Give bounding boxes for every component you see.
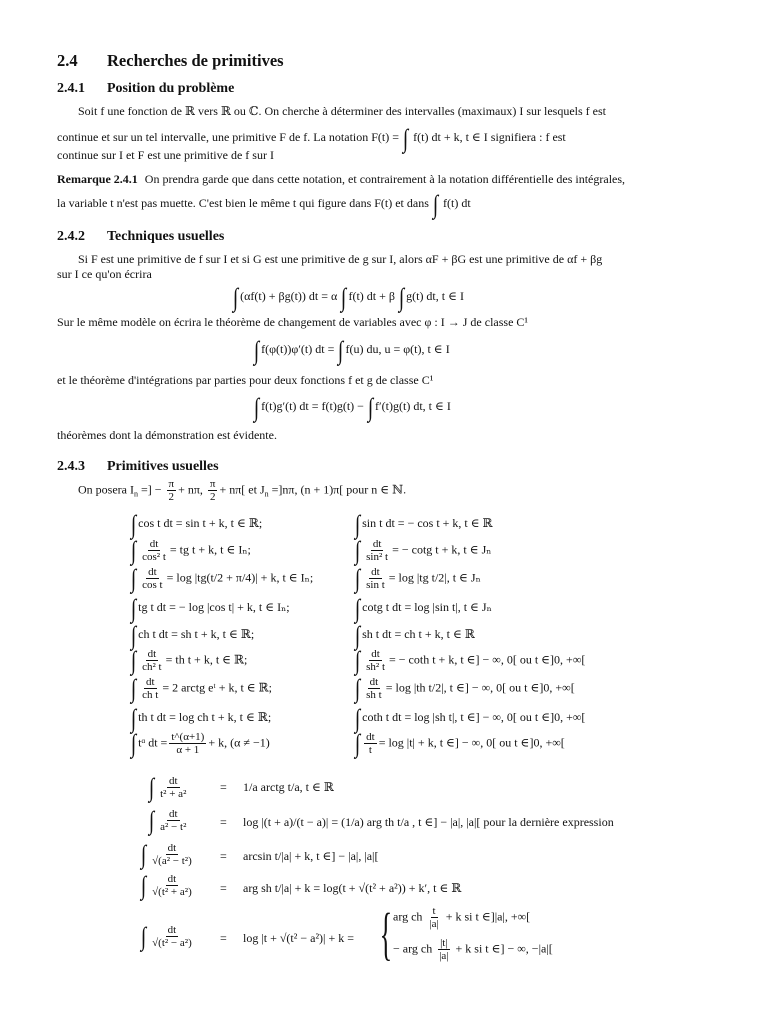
equation-integration-by-parts bbox=[253, 395, 451, 421]
formula-left-5 bbox=[130, 623, 254, 649]
integral-sign: ∫ bbox=[130, 729, 137, 759]
equation-part: f′(t)g(t) dt, t ∈ I bbox=[375, 399, 451, 413]
integral-sign: ∫ bbox=[402, 124, 409, 153]
fraction bbox=[140, 676, 160, 701]
fraction bbox=[167, 478, 177, 503]
equation-change-of-variables bbox=[253, 338, 450, 364]
formula-text: cotg t dt = log |sin t|, t ∈ Jₙ bbox=[362, 600, 492, 614]
subsection-title: Primitives usuelles bbox=[107, 459, 219, 474]
numerator: dt bbox=[167, 842, 177, 854]
fraction bbox=[169, 731, 206, 756]
denominator: sin² t bbox=[366, 551, 389, 564]
block-row-2 bbox=[148, 808, 190, 834]
formula-text: th t dt = log ch t + k, t ∈ ℝ; bbox=[138, 710, 272, 724]
subsection-title: Position du problème bbox=[107, 81, 235, 96]
subsection-number: 2.4.3 bbox=[57, 459, 85, 474]
formula-left-7 bbox=[130, 676, 272, 702]
formula-text: = − coth t + k, t ∈] − ∞, 0[ ou t ∈]0, +∞[ bbox=[389, 652, 586, 667]
integral-sign: ∫ bbox=[354, 594, 361, 623]
formula-left-8 bbox=[130, 706, 271, 732]
formula-text: + k si t ∈]|a|, +∞[ bbox=[445, 909, 531, 924]
formula-left-6 bbox=[130, 648, 247, 674]
text-run: =]nπ, (n + 1)π[ pour n ∈ ℕ. bbox=[268, 482, 407, 497]
integral-sign: ∫ bbox=[432, 190, 439, 219]
numerator: dt bbox=[369, 676, 379, 688]
formula-text: = tg t + k, t ∈ Iₙ; bbox=[169, 542, 251, 557]
block-eq: = bbox=[220, 849, 227, 863]
paragraph-line: continue sur I et F est une primitive de f sur I bbox=[57, 148, 274, 162]
text-run: la variable t n'est pas muette. C'est bien le même t qui figure dans F(t) et dans bbox=[57, 196, 429, 210]
equation-part: f(t)g′(t) dt = f(t)g(t) − bbox=[261, 399, 364, 413]
denominator: ch t bbox=[142, 689, 159, 702]
left-brace: { bbox=[379, 901, 393, 966]
section-number: 2.4 bbox=[57, 51, 78, 70]
fraction bbox=[364, 676, 384, 701]
denominator: cos t bbox=[142, 579, 163, 592]
formula-text: + k, (α ≠ −1) bbox=[208, 735, 270, 750]
fraction bbox=[364, 731, 377, 756]
block-eq: = bbox=[220, 881, 227, 895]
paragraph-line: Sur le même modèle on écrira le théorème de changement de variables avec φ : I → J de classe C¹ bbox=[57, 315, 528, 329]
text-run: =] − bbox=[137, 482, 162, 497]
numerator: π bbox=[168, 478, 175, 490]
fraction bbox=[150, 842, 194, 867]
case-1 bbox=[393, 905, 530, 930]
formula-left-9 bbox=[130, 731, 270, 757]
integral-sign: ∫ bbox=[130, 646, 137, 676]
integral-sign: ∫ bbox=[253, 393, 260, 422]
formula-right-5 bbox=[354, 623, 475, 649]
denominator: 2 bbox=[209, 491, 216, 504]
numerator: dt bbox=[167, 873, 177, 885]
numerator: π bbox=[209, 478, 216, 490]
numerator: dt bbox=[371, 648, 380, 660]
fraction bbox=[364, 648, 387, 673]
text-run: + nπ, bbox=[178, 482, 203, 497]
formula-text: = log |th t/2|, t ∈] − ∞, 0[ ou t ∈]0, +∞[ bbox=[385, 680, 575, 695]
remark bbox=[57, 172, 625, 188]
section-title: Recherches de primitives bbox=[107, 51, 284, 70]
formula-right-1 bbox=[354, 512, 493, 538]
integral-sign: ∫ bbox=[130, 621, 137, 650]
numerator: dt bbox=[147, 648, 157, 660]
formula-right-2 bbox=[354, 538, 491, 564]
fraction bbox=[208, 478, 218, 503]
numerator: |t| bbox=[440, 937, 448, 949]
formula-text: + k si t ∈] − ∞, −|a|[ bbox=[455, 941, 553, 956]
formula-text: sin t dt = − cos t + k, t ∈ ℝ bbox=[362, 516, 493, 530]
integral-sign: ∫ bbox=[130, 674, 137, 704]
formula-right-9 bbox=[354, 731, 565, 757]
formula-text: arctg t/a, t ∈ ℝ bbox=[260, 780, 334, 794]
formula-text: sh t dt = ch t + k, t ∈ ℝ bbox=[362, 627, 475, 641]
fraction bbox=[427, 905, 440, 930]
text-run: continue et sur un tel intervalle, une primitive F de f. La notation F(t) = bbox=[57, 130, 400, 144]
numerator: t^(α+1) bbox=[171, 731, 205, 743]
formula-text: arg ch bbox=[393, 909, 423, 924]
integral-sign: ∫ bbox=[140, 922, 147, 952]
denominator: sin t bbox=[366, 579, 385, 592]
denominator: α + 1 bbox=[176, 744, 200, 757]
equation-part: g(t) dt, t ∈ I bbox=[406, 289, 464, 303]
integral-sign: ∫ bbox=[341, 283, 347, 312]
fraction bbox=[158, 808, 188, 833]
formula-right-7 bbox=[354, 676, 575, 702]
numerator: dt bbox=[167, 924, 177, 936]
integral-sign: ∫ bbox=[354, 621, 361, 650]
denominator: √(t² + a²) bbox=[152, 886, 192, 899]
formula-left-1 bbox=[130, 512, 262, 538]
integral-sign: ∫ bbox=[253, 336, 260, 365]
integral-sign: ∫ bbox=[367, 393, 374, 422]
integral-sign: ∫ bbox=[354, 536, 361, 566]
formula-right-3 bbox=[354, 566, 481, 592]
integral-sign: ∫ bbox=[354, 729, 361, 759]
block-row-1 bbox=[148, 775, 190, 801]
denominator: |a| bbox=[429, 918, 439, 931]
numerator: dt bbox=[168, 808, 178, 820]
formula-text: = − cotg t + k, t ∈ Jₙ bbox=[392, 542, 492, 557]
paragraph-line: théorèmes dont la démonstration est évidente. bbox=[57, 428, 277, 442]
formula-right-8 bbox=[354, 706, 585, 732]
equation-part: f(u) du, u = φ(t), t ∈ I bbox=[345, 342, 450, 356]
integral-sign: ∫ bbox=[148, 806, 155, 836]
denominator: a² − t² bbox=[160, 821, 187, 834]
denominator: |a| bbox=[439, 950, 449, 963]
formula-left-4 bbox=[130, 596, 290, 622]
numerator: dt bbox=[168, 775, 178, 787]
block-rhs-3: arcsin t/|a| + k, t ∈] − |a|, |a|[ bbox=[243, 849, 379, 863]
integral-sign: ∫ bbox=[130, 510, 137, 539]
integral-sign: ∫ bbox=[130, 564, 137, 594]
case-2 bbox=[393, 937, 553, 962]
numerator: dt bbox=[371, 566, 380, 578]
fraction bbox=[140, 538, 168, 563]
subsection-heading-2-4-1 bbox=[57, 80, 234, 98]
numerator: t bbox=[432, 905, 436, 917]
integral-sign: ∫ bbox=[338, 336, 344, 365]
formula-right-4 bbox=[354, 596, 492, 622]
denominator: sh t bbox=[366, 689, 382, 702]
subsection-number: 2.4.2 bbox=[57, 229, 85, 244]
formula-left-3 bbox=[130, 566, 313, 592]
fraction bbox=[150, 924, 194, 949]
fraction bbox=[140, 648, 164, 673]
block-rhs-2: log |(t + a)/(t − a)| = (1/a) arg th t/a , t ∈] − |a|, |a|[ pour la dernière expression bbox=[243, 815, 614, 829]
equation-part: f(t) dt + β bbox=[348, 289, 395, 303]
numerator: dt bbox=[148, 566, 157, 578]
block-row-5 bbox=[140, 924, 196, 950]
integral-sign: ∫ bbox=[354, 564, 361, 594]
formula-text: = 2 arctg eᵗ + k, t ∈ ℝ; bbox=[162, 680, 272, 695]
formula-text: ch t dt = sh t + k, t ∈ ℝ; bbox=[138, 627, 255, 641]
integral-sign: ∫ bbox=[140, 840, 147, 870]
formula-text: = log |tg t/2|, t ∈ Jₙ bbox=[388, 570, 481, 585]
paragraph-intervals bbox=[78, 478, 406, 503]
formula-text: − arg ch bbox=[393, 941, 433, 956]
denominator: t² + a² bbox=[160, 788, 187, 801]
remark-line bbox=[57, 192, 471, 218]
paragraph-line: Soit f une fonction de ℝ vers ℝ ou ℂ. On cherche à déterminer des intervalles (maximaux) I sur lesquels f est bbox=[78, 104, 607, 118]
numerator: dt bbox=[372, 538, 382, 550]
denominator: 2 bbox=[168, 491, 175, 504]
denominator: sh² t bbox=[366, 661, 386, 674]
formula-right-6 bbox=[354, 648, 585, 674]
paragraph-line: Si F est une primitive de f sur I et si G est une primitive de g sur I, alors αF + βG est une primitive de αf + βg bbox=[78, 252, 603, 266]
subsection-title: Techniques usuelles bbox=[107, 229, 225, 244]
block-row-3 bbox=[140, 842, 196, 868]
fraction bbox=[150, 873, 194, 898]
fraction bbox=[158, 775, 188, 800]
integral-sign: ∫ bbox=[354, 674, 361, 704]
block-rhs-4: arg sh t/|a| + k = log(t + √(t² + a²)) + k′, t ∈ ℝ bbox=[243, 881, 462, 895]
formula-text: = log |t| + k, t ∈] − ∞, 0[ ou t ∈]0, +∞[ bbox=[378, 735, 565, 750]
denominator: √(t² − a²) bbox=[152, 937, 192, 950]
integral-sign: ∫ bbox=[354, 704, 361, 733]
block-eq: = bbox=[220, 815, 227, 829]
equation-part: (αf(t) + βg(t)) dt = α bbox=[240, 289, 338, 303]
formula-text: tᵅ dt = bbox=[138, 735, 168, 750]
formula-text: = th t + k, t ∈ ℝ; bbox=[165, 652, 248, 667]
block-row-4 bbox=[140, 873, 196, 899]
block-rhs-5: log |t + √(t² − a²)| + k = bbox=[243, 931, 354, 945]
subsection-number: 2.4.1 bbox=[57, 81, 85, 96]
fraction bbox=[364, 538, 390, 563]
equation-linearity bbox=[232, 285, 464, 311]
formula-text: coth t dt = log |sh t|, t ∈] − ∞, 0[ ou t ∈]0, +∞[ bbox=[362, 710, 586, 724]
text-run: + nπ[ et J bbox=[219, 482, 265, 497]
integral-sign: ∫ bbox=[130, 704, 137, 733]
numerator: dt bbox=[145, 676, 155, 688]
subsection-heading-2-4-3 bbox=[57, 458, 219, 476]
formula-text: 1/a bbox=[243, 780, 258, 794]
integral-sign: ∫ bbox=[354, 510, 361, 539]
remark-label: Remarque 2.4.1 bbox=[57, 172, 138, 186]
paragraph-line: et le théorème d'intégrations par parties pour deux fonctions f et g de classe C¹ bbox=[57, 373, 434, 387]
block-eq: = bbox=[220, 931, 227, 945]
integral-sign: ∫ bbox=[130, 594, 137, 623]
integral-sign: ∫ bbox=[232, 283, 239, 312]
fraction bbox=[437, 937, 450, 962]
denominator: √(a² − t²) bbox=[152, 855, 192, 868]
paragraph-line: sur I ce qu'on écrira bbox=[57, 267, 152, 281]
text-run: f(t) dt bbox=[443, 196, 471, 210]
remark-text: On prendra garde que dans cette notation, et contrairement à la notation différentielle des intégrales, bbox=[144, 172, 626, 186]
formula-text: tg t dt = − log |cos t| + k, t ∈ Iₙ; bbox=[138, 600, 290, 614]
fraction bbox=[364, 566, 387, 591]
numerator: dt bbox=[149, 538, 159, 550]
denominator: ch² t bbox=[142, 661, 162, 674]
equation-part: f(φ(t))φ′(t) dt = bbox=[261, 342, 335, 356]
block-eq: = bbox=[220, 780, 227, 794]
numerator: dt bbox=[366, 731, 375, 743]
subscript: n bbox=[133, 489, 138, 499]
formula-text: cos t dt = sin t + k, t ∈ ℝ; bbox=[138, 516, 263, 530]
section-heading-2-4 bbox=[57, 50, 284, 71]
subsection-heading-2-4-2 bbox=[57, 228, 224, 246]
text-run: f(t) dt + k, t ∈ I signifiera : f est bbox=[413, 130, 566, 144]
text-run: On posera I bbox=[78, 482, 134, 497]
integral-sign: ∫ bbox=[398, 283, 405, 312]
integral-sign: ∫ bbox=[148, 773, 155, 803]
subscript: n bbox=[264, 489, 269, 499]
fraction bbox=[140, 566, 164, 591]
block-rhs-1 bbox=[243, 780, 334, 796]
integral-sign: ∫ bbox=[140, 871, 147, 901]
integral-sign: ∫ bbox=[354, 646, 361, 676]
denominator: cos² t bbox=[142, 551, 166, 564]
integral-sign: ∫ bbox=[130, 536, 137, 566]
denominator: t bbox=[368, 744, 372, 757]
formula-text: = log |tg(t/2 + π/4)| + k, t ∈ Iₙ; bbox=[166, 570, 314, 585]
formula-left-2 bbox=[130, 538, 251, 564]
